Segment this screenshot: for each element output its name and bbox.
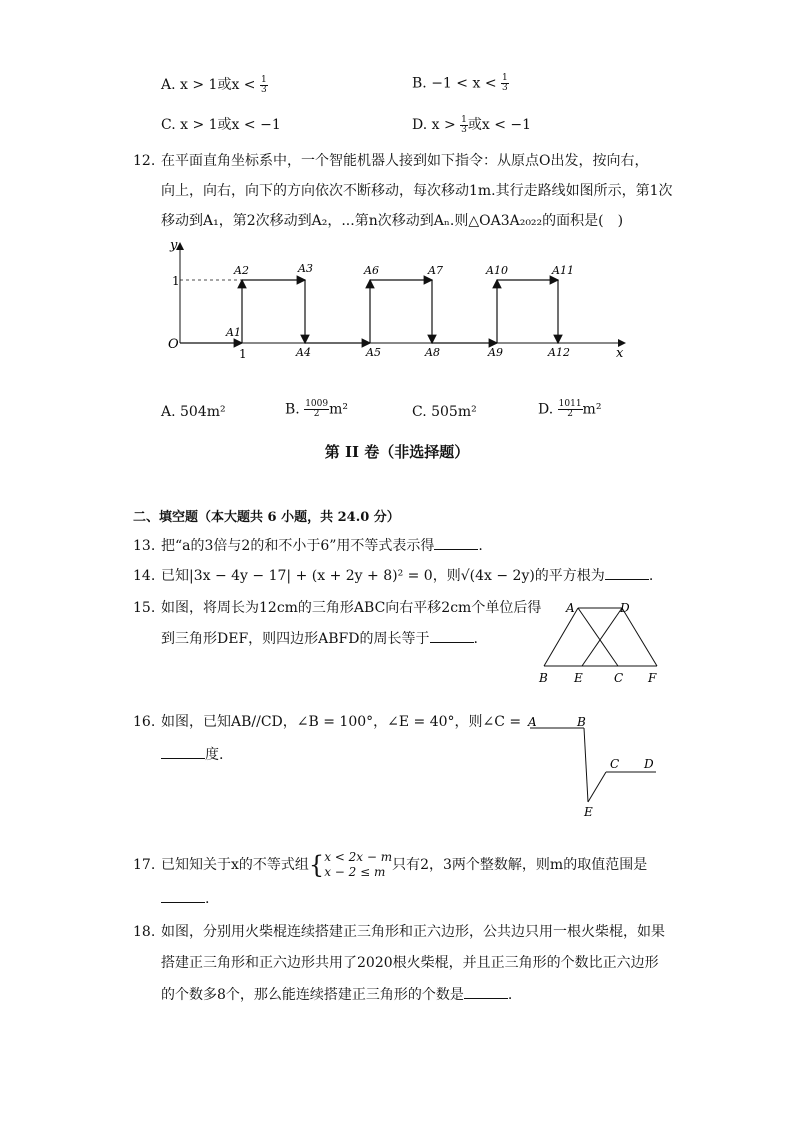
q12-option-a: A. 504m² [161,404,226,420]
label-a7: A7 [428,264,443,277]
x-tick-1: 1 [239,347,247,361]
q17-text: 已知知关于x的不等式组 { x < 2x − m x − 2 ≤ m 只有2，3两个整数解，则m的取值范围是 [161,850,648,879]
origin-label: O [168,337,179,352]
x-label: x [616,346,624,361]
part2-title: 第 II 卷（非选择题） [324,443,470,461]
q11-option-b: B. −1 < x < $\frac{1}{3}$ [412,73,508,93]
q13-text: 把“a的3倍与2的和不小于6”用不等式表示得 . [161,538,483,554]
q16-number: 16. [133,714,156,730]
section-header: 二、填空题（本大题共 6 小题，共 24.0 分） [133,510,400,525]
answer-blank[interactable] [464,986,508,999]
y-tick-1: 1 [172,274,180,288]
answer-blank[interactable] [161,890,205,903]
q15-line2: 到三角形DEF，则四边形ABFD的周长等于 . [161,631,478,647]
q14-number: 14. [133,568,156,584]
q18-line1: 如图，分别用火柴棍连续搭建正三角形和正六边形，公共边只用一根火柴棍，如果 [161,924,665,940]
q12-path-graph [160,235,640,365]
label-a8: A8 [425,346,440,359]
label-a4: A4 [296,346,311,359]
q16-line1: 如图，已知AB//CD，∠B = 100°，∠E = 40°，则∠C = [161,714,522,730]
label-a2: A2 [234,264,249,277]
q18-number: 18. [133,924,156,940]
q12-line2: 向上，向右，向下的方向依次不断移动，每次移动1m.其行走路线如图所示，第1次 [161,183,673,199]
fraction: $\frac{1}{3}$ [260,74,267,95]
label-a10: A10 [486,264,508,277]
q13-number: 13. [133,538,156,554]
label-d: D [644,757,654,771]
label-f: F [648,671,657,685]
q11-option-a: A. x > 1或x < $\frac{1}{3}$ [161,74,267,95]
fraction: $\frac{1}{3}$ [502,73,508,93]
label-e: E [584,805,593,819]
label-b: B [539,671,548,685]
label-c: C [610,757,620,771]
point-labels [225,262,574,359]
label-d: D [620,601,630,615]
q15-number: 15. [133,600,156,616]
answer-blank[interactable] [161,746,205,759]
q15-triangle-figure [532,598,667,686]
q12-option-b: B. $\frac{1009}{2}$ m² [285,399,348,419]
q16-angle-figure [520,710,660,825]
label-a: A [528,715,537,729]
inequality-system: x < 2x − m x − 2 ≤ m [324,850,393,879]
label-e: E [574,671,583,685]
q17-number: 17. [133,857,156,873]
label-a3: A3 [298,262,313,275]
label-a12: A12 [548,346,570,359]
q16-line2: 度. [161,745,223,765]
answer-blank[interactable] [605,567,649,580]
q12-number: 12. [133,153,156,169]
label-b: B [577,715,586,729]
label-a9: A9 [488,346,503,359]
answer-blank[interactable] [434,537,478,550]
q15-line1: 如图，将周长为12cm的三角形ABC向右平移2cm个单位后得 [161,600,542,616]
q12-option-d: D. $\frac{1011}{2}$ m² [538,399,602,419]
answer-blank[interactable] [430,630,474,643]
q18-line3: 的个数多8个，那么能连续搭建正三角形的个数是 . [161,987,513,1003]
q14-text: 已知|3x − 4y − 17| + (x + 2y + 8)² = 0，则√(4x − 2y)的平方根为 . [161,568,654,584]
q17-answer-line: . [161,889,209,909]
q18-line2: 搭建正三角形和正六边形共用了2020根火柴棍，并且正三角形的个数比正六边形 [161,955,659,971]
label-a6: A6 [364,264,379,277]
label-a11: A11 [552,264,574,277]
label-a5: A5 [366,346,381,359]
fraction: $\frac{1}{3}$ [461,114,467,135]
y-label: y [170,238,178,253]
q11-option-d: D. x > $\frac{1}{3}$ 或x < −1 [412,114,532,135]
label-a: A [566,601,575,615]
q11-option-c: C. x > 1或x < −1 [161,117,281,133]
label-c: C [614,671,624,685]
label-a1: A1 [226,326,241,339]
fraction: $\frac{1009}{2}$ [305,399,329,419]
fraction: $\frac{1011}{2}$ [558,399,582,419]
q12-option-c: C. 505m² [412,404,477,420]
brace: { [308,851,325,879]
q12-line3: 移动到A₁，第2次移动到A₂，...第n次移动到Aₙ.则△OA3A₂₀₂₂的面积是( ) [161,213,624,229]
q12-line1: 在平面直角坐标系中，一个智能机器人接到如下指令：从原点O出发，按向右， [161,153,649,169]
